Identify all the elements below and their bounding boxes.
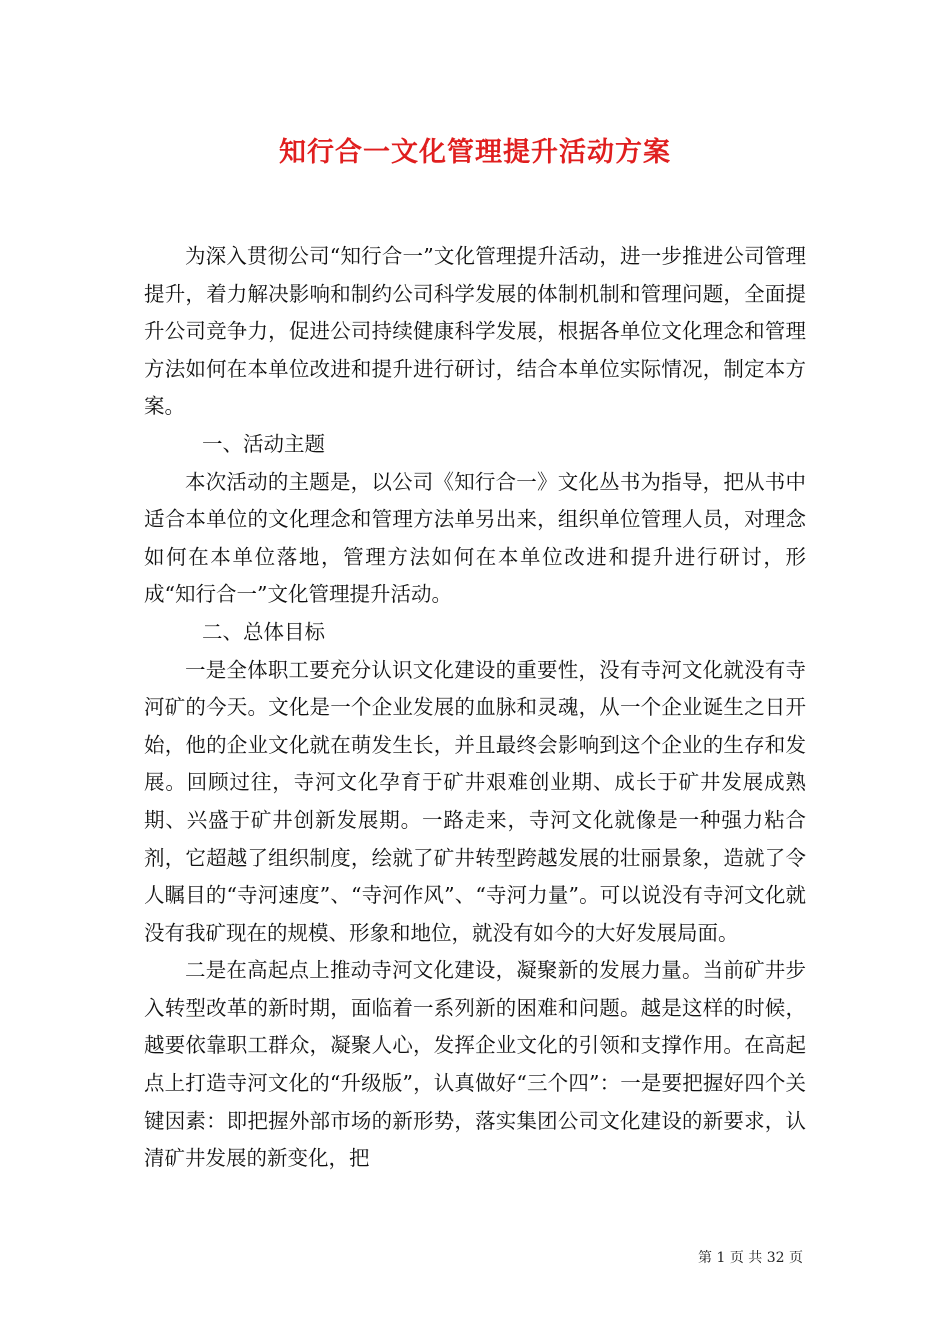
document-title: 知行合一文化管理提升活动方案 bbox=[279, 137, 671, 168]
paragraph-intro: 为深入贯彻公司“知行合一”文化管理提升活动，进一步推进公司管理提升，着力解决影响和制约公司科学发展的体制机制和管理问题，全面提升公司竞争力，促进公司持续健康科学发展，根据各单位文化理念和管理方法如何在本单位改进和提升进行研讨，结合本单位实际情况，制定本方案。 bbox=[144, 244, 806, 419]
document-body bbox=[144, 238, 806, 1178]
section-heading-goals: 二、总体目标 bbox=[202, 619, 325, 644]
paragraph-goal-two: 二是在高起点上推动寺河文化建设，凝聚新的发展力量。当前矿井步入转型改革的新时期，面临着一系列新的困难和问题。越是这样的时候，越要依靠职工群众，凝聚人心，发挥企业文化的引领和支撑作用。在高起点上打造寺河文化的“升级版”，认真做好“三个四”：一是要把握好四个关键因素：即把握外部市场的新形势，落实集团公司文化建设的新要求，认清矿井发展的新变化，把 bbox=[144, 958, 806, 1171]
paragraph-goal-one: 一是全体职工要充分认识文化建设的重要性，没有寺河文化就没有寺河矿的今天。文化是一个企业发展的血脉和灵魂，从一个企业诞生之日开始，他的企业文化就在萌发生长，并且最终会影响到这个企业的生存和发展。回顾过往，寺河文化孕育于矿井艰难创业期、成长于矿井发展成熟期、兴盛于矿井创新发展期。一路走来，寺河文化就像是一种强力粘合剂，它超越了组织制度，绘就了矿井转型跨越发展的壮丽景象，造就了令人瞩目的“寺河速度”、“寺河作风”、“寺河力量”。可以说没有寺河文化就没有我矿现在的规模、形象和地位，就没有如今的大好发展局面。 bbox=[144, 657, 806, 945]
paragraph-theme: 本次活动的主题是，以公司《知行合一》文化丛书为指导，把从书中适合本单位的文化理念和管理方法单另出来，组织单位管理人员，对理念如何在本单位落地，管理方法如何在本单位改进和提升进行研讨，形成“知行合一”文化管理提升活动。 bbox=[144, 469, 806, 607]
page-number-footer: 第 1 页 共 32 页 bbox=[698, 1250, 803, 1266]
section-heading-theme: 一、活动主题 bbox=[202, 431, 325, 456]
